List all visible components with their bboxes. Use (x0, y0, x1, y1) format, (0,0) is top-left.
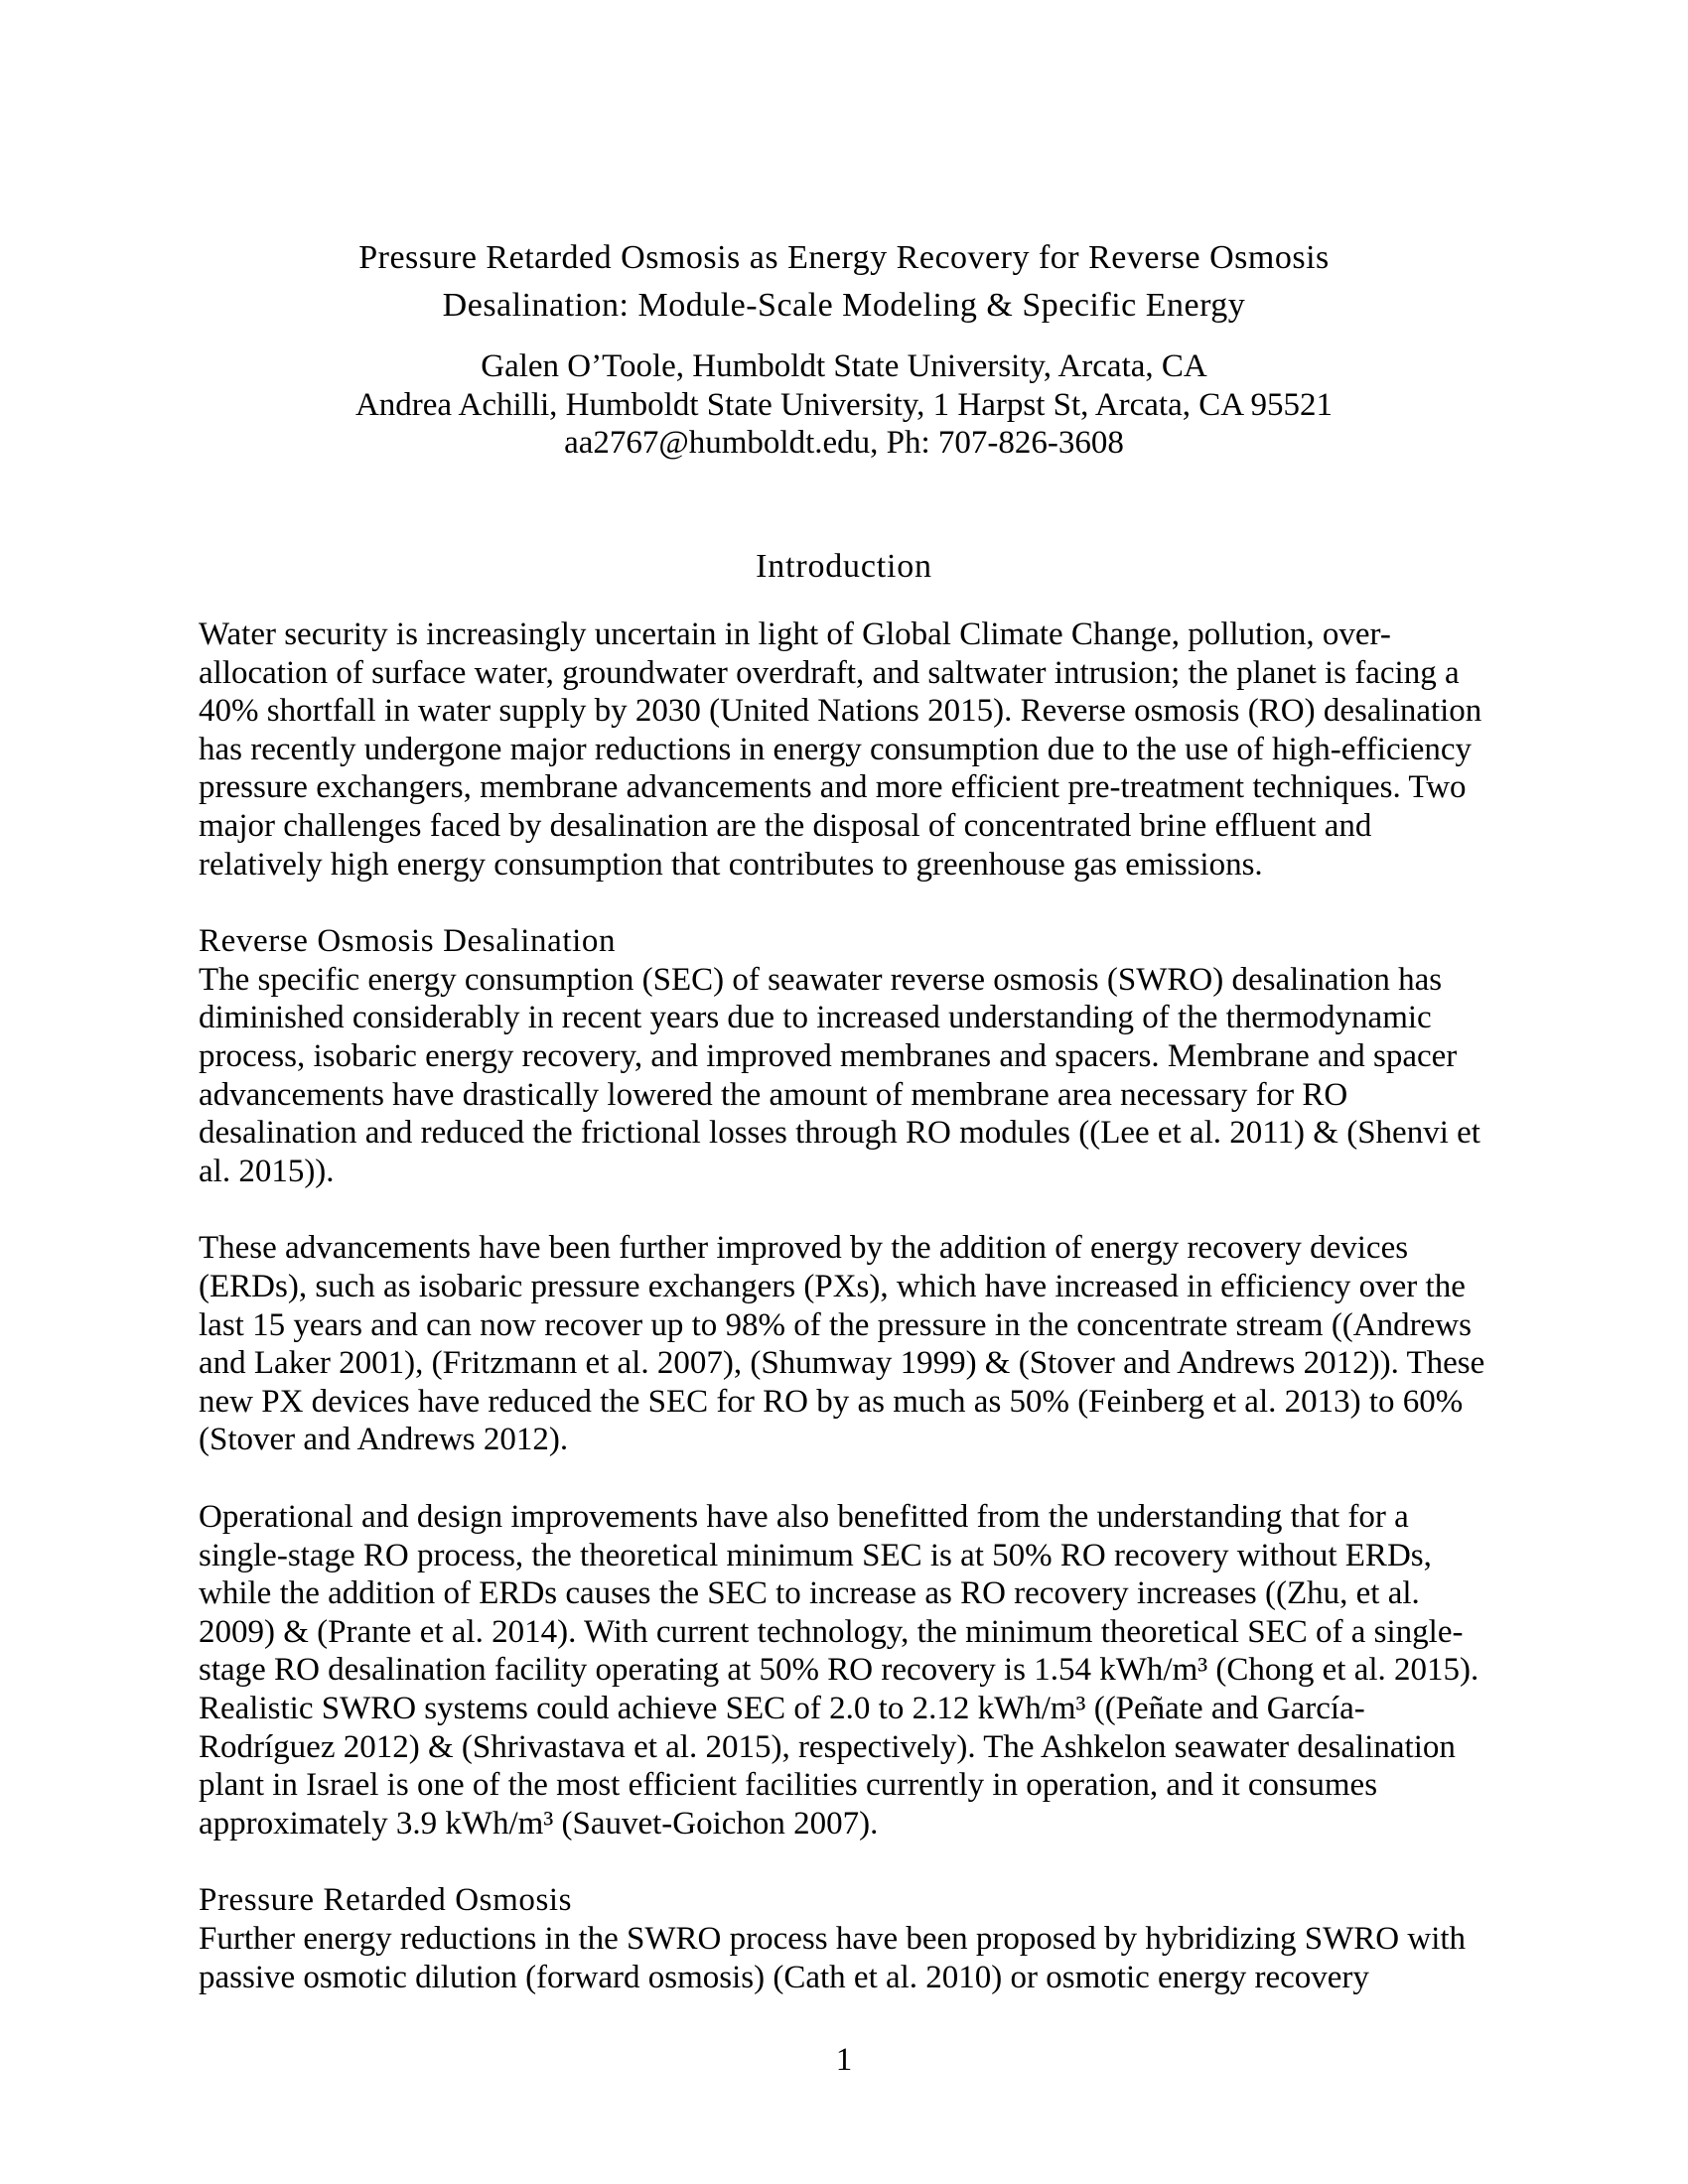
section-heading-reverse-osmosis-desalination: Reverse Osmosis Desalination (199, 923, 617, 960)
paper-title-line-2: Desalination: Module-Scale Modeling & Specific Energy (442, 287, 1246, 324)
paragraph-ro-3: Operational and design improvements have also benefitted from the understanding that for a single-stage RO process, the theoretical minimum SEC is at 50% RO recovery without ERDs, while the addition of ERDs causes the SEC to increase as RO recovery increases ((Zhu, et al. 2009) & (Prante et al. 2014). With current technology, the minimum theoretical SEC of a single-stage RO desalination facility operating at 50% RO recovery is 1.54 kWh/m³ (Chong et al. 2015). Realistic SWRO systems could achieve SEC of 2.0 to 2.12 kWh/m³ ((Peñate and García-Rodríguez 2012) & (Shrivastava et al. 2015), respectively). The Ashkelon seawater desalination plant in Israel is one of the most efficient facilities currently in operation, and it consumes approximately 3.9 kWh/m³ (Sauvet-Goichon 2007). (199, 1498, 1479, 1842)
section-heading-pressure-retarded-osmosis: Pressure Retarded Osmosis (199, 1882, 573, 1919)
section-heading-introduction: Introduction (756, 547, 932, 585)
page-content (199, 0, 1489, 2035)
paragraph-ro-2: These advancements have been further improved by the addition of energy recovery devices (ERDs), such as isobaric pressure exchangers (PXs), which have increased in efficiency over the last 15 years and can now recover up to 98% of the pressure in the concentrate stream ((Andrews and Laker 2001), (Fritzmann et al. 2007), (Shumway 1999) & (Stover and Andrews 2012)). These new PX devices have reduced the SEC for RO by as much as 50% (Feinberg et al. 2013) to 60% (Stover and Andrews 2012). (199, 1230, 1485, 1458)
paragraph-pro-1: Further energy reductions in the SWRO process have been proposed by hybridizing SWRO with passive osmotic dilution (forward osmosis) (Cath et al. 2010) or osmotic energy recovery (199, 1920, 1467, 1995)
paragraph-intro-1: Water security is increasingly uncertain in light of Global Climate Change, pollution, over-allocation of surface water, groundwater overdraft, and saltwater intrusion; the planet is facing a 40% shortfall in water supply by 2030 (United Nations 2015). Reverse osmosis (RO) desalination has recently undergone major reductions in energy consumption due to the use of high-efficiency pressure exchangers, membrane advancements and more efficient pre-treatment techniques. Two major challenges faced by desalination are the disposal of concentrated brine effluent and relatively high energy consumption that contributes to greenhouse gas emissions. (199, 616, 1482, 883)
author-block (199, 347, 1489, 463)
author-line-2: Andrea Achilli, Humboldt State University, 1 Harpst St, Arcata, CA 95521 (354, 386, 1334, 423)
paper-title-line-1: Pressure Retarded Osmosis as Energy Recovery for Reverse Osmosis (358, 239, 1330, 276)
author-contact-line: aa2767@humboldt.edu, Ph: 707-826-3608 (564, 425, 1124, 461)
paragraph-ro-1: The specific energy consumption (SEC) of seawater reverse osmosis (SWRO) desalination has diminished considerably in recent years due to increased understanding of the thermodynamic process, isobaric energy recovery, and improved membranes and spacers. Membrane and spacer advancements have drastically lowered the amount of membrane area necessary for RO desalination and reduced the frictional losses through RO modules ((Lee et al. 2011) & (Shenvi et al. 2015)). (199, 961, 1480, 1189)
page-number: 1 (835, 2042, 853, 2078)
author-line-1: Galen O’Toole, Humboldt State University, Arcata, CA (481, 348, 1207, 384)
paper-title (199, 234, 1489, 330)
